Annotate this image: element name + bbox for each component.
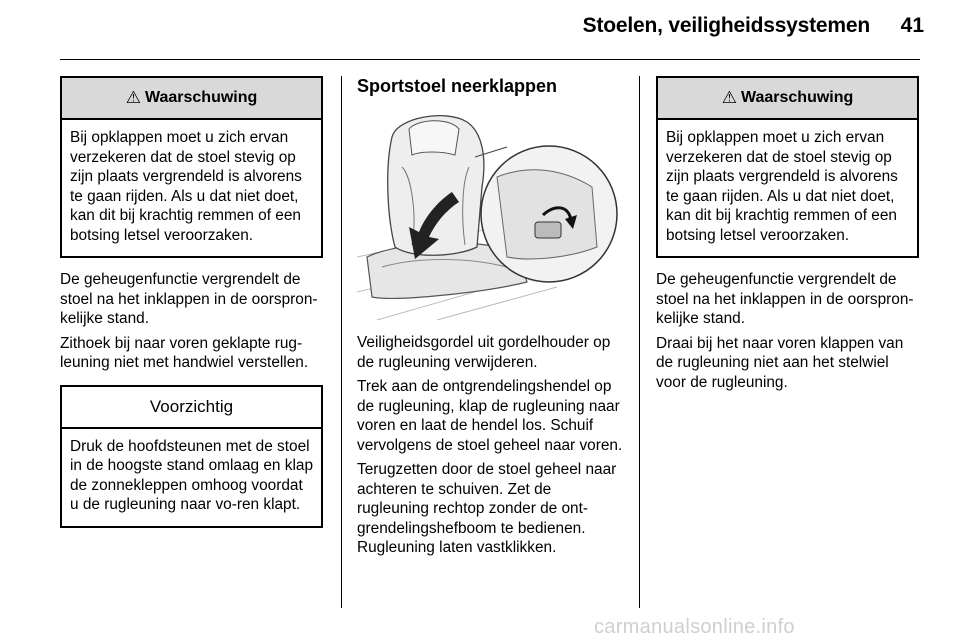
paragraph: Veiligheidsgordel uit gordelhouder op de rugleuning verwijderen. [357, 334, 611, 371]
warning-box-title: Waarschuwing [740, 89, 854, 106]
warning-box [60, 76, 323, 258]
warning-box-text: Bij opklappen moet u zich ervan verzekeren dat de stoel stevig op zijn plaats vergrendeld is alvorens te gaan rijden. Als u dat niet doet, kan dit bij krachtig remmen of een botsing letsel veroorzaken. [70, 129, 302, 244]
paragraph: De geheugenfunctie vergrendelt de stoel na het inklappen in de oorspron-kelijke stand. [656, 271, 914, 327]
header-rule [60, 59, 920, 60]
page-number: 41 [900, 14, 924, 37]
paragraph: De geheugenfunctie vergrendelt de stoel na het inklappen in de oorspron-kelijke stand. [60, 271, 318, 327]
warning-box [656, 76, 919, 258]
seat-fold-illustration [357, 107, 624, 320]
warning-triangle-icon: ⚠ [125, 88, 141, 107]
column-divider [341, 76, 342, 608]
caution-box-title: Voorzichtig [149, 396, 234, 416]
paragraph: Zithoek bij naar voren geklapte rug-leuning niet met handwiel verstellen. [60, 334, 309, 371]
right-column [656, 76, 919, 397]
caution-box [60, 385, 323, 528]
warning-triangle-icon: ⚠ [721, 88, 737, 107]
paragraph: Terugzetten door de stoel geheel naar achteren te schuiven. Zet de rugleuning rechtop zonder de ont-grendelingshefboom te bedienen. Rugleuning laten vastklikken. [357, 461, 617, 556]
paragraph: Trek aan de ontgrendelingshendel op de rugleuning, klap de rugleuning naar voren en laat de hendel los. Schuif vervolgens de stoel geheel naar voren. [357, 378, 623, 454]
middle-column-text [357, 333, 625, 563]
warning-box-title: Waarschuwing [144, 89, 258, 106]
watermark: carmanualsonline.info [594, 616, 795, 638]
left-column [60, 76, 323, 528]
caution-box-header [62, 387, 321, 429]
page-header-title: Stoelen, veiligheidssystemen [582, 14, 870, 37]
caution-box-text: Druk de hoofdsteunen met de stoel in de hoogste stand omlaag en klap de zonnekleppen omhoog voordat u de rugleuning naar vo-ren klapt. [70, 437, 314, 513]
middle-column [357, 76, 625, 97]
warning-box-header [62, 78, 321, 120]
column-divider [639, 76, 640, 608]
paragraph: Draai bij het naar voren klappen van de rugleuning niet aan het stelwiel voor de rugleuning. [656, 334, 904, 391]
warning-box-header [658, 78, 917, 120]
section-title: Sportstoel neerklappen [357, 76, 558, 96]
warning-box-text: Bij opklappen moet u zich ervan verzekeren dat de stoel stevig op zijn plaats vergrendeld is alvorens te gaan rijden. Als u dat niet doet, kan dit bij krachtig remmen of een botsing letsel veroorzaken. [666, 129, 898, 244]
